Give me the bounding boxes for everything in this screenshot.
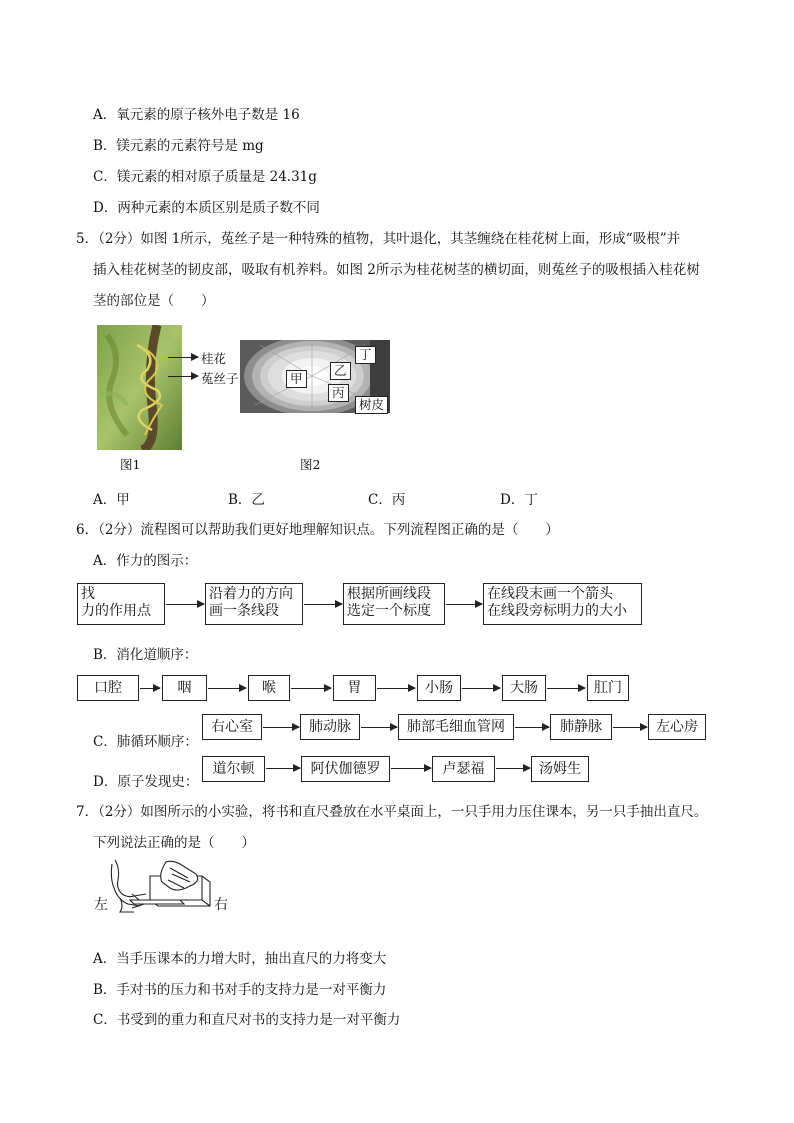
q5-stem-line-1: 5．（2分）如图 1所示，菟丝子是一种特殊的植物，其叶退化，其茎缠绕在桂花树上面，形成“吸根”并 — [76, 231, 681, 247]
q6-option-b-label: B．消化道顺序： — [93, 647, 198, 663]
flow-c-arrow — [613, 727, 647, 728]
q4-option-a: A．氧元素的原子核外电子数是 16 — [93, 107, 300, 123]
flow-b-box-5: 小肠 — [417, 675, 461, 701]
flow-a-box-4 — [483, 583, 642, 625]
flow-c-box-5: 左心房 — [648, 714, 706, 740]
flow-a-box-4-line-1: 在线段末画一个箭头 — [487, 586, 613, 602]
flow-a-box-1 — [77, 583, 165, 625]
q6-stem: 6．（2分）流程图可以帮助我们更好地理解知识点。下列流程图正确的是（ ） — [76, 522, 559, 538]
flow-b-arrow — [462, 688, 500, 689]
flow-c-box-1: 右心室 — [202, 714, 262, 740]
flow-b-box-4: 胃 — [333, 675, 376, 701]
figure-2-label-bing: 丙 — [328, 384, 349, 402]
flow-b-box-7: 肛门 — [587, 675, 629, 701]
q6-option-a-label: A．作力的图示： — [93, 553, 198, 569]
q5-option-a: A．甲 — [93, 492, 130, 508]
flow-d-box-1: 道尔顿 — [202, 756, 265, 782]
flow-a-box-3-line-1: 根据所画线段 — [347, 586, 431, 602]
flow-c-arrow — [515, 727, 549, 728]
figure-1-pointer-line — [168, 357, 198, 358]
q4-option-c: C．镁元素的相对原子质量是 24.31g — [93, 169, 317, 185]
q7-option-a: A．当手压课本的力增大时，抽出直尺的力将变大 — [93, 951, 387, 967]
flow-b-arrow — [291, 688, 331, 689]
flow-a-box-2-line-1: 沿着力的方向 — [209, 586, 293, 602]
figure-2-label-jia: 甲 — [286, 370, 307, 388]
q7-stem-line-2: 下列说法正确的是（ ） — [93, 835, 255, 851]
flow-c-box-3: 肺部毛细血管网 — [398, 714, 514, 740]
flow-d-box-2: 阿伏伽德罗 — [301, 756, 390, 782]
flow-a-arrow — [304, 604, 342, 605]
q4-option-d: D．两种元素的本质区别是质子数不同 — [93, 200, 320, 216]
figure-1-label-osmanthus: 桂花 — [201, 351, 227, 366]
figure-1-pointer-line — [168, 376, 198, 377]
q5-option-b: B．乙 — [228, 492, 265, 508]
flow-b-arrow — [377, 688, 415, 689]
q7-option-b: B．手对书的压力和书对手的支持力是一对平衡力 — [93, 982, 387, 998]
figure-1-caption: 图1 — [120, 457, 141, 472]
flow-a-box-2 — [205, 583, 303, 625]
flow-a-box-4-line-2: 在线段旁标明力的大小 — [487, 603, 627, 619]
flow-c-box-2: 肺动脉 — [300, 714, 360, 740]
q7-stem-line-1: 7．（2分）如图所示的小实验，将书和直尺叠放在水平桌面上，一只手用力压住课本，另一只手抽出直尺。 — [76, 804, 708, 820]
flow-c-box-4: 肺静脉 — [550, 714, 612, 740]
q5-option-d: D．丁 — [500, 492, 538, 508]
flow-a-box-3 — [343, 583, 445, 625]
flow-b-arrow — [140, 688, 160, 689]
q6-option-d-label: D．原子发现史： — [93, 774, 199, 790]
flow-a-arrow — [446, 604, 482, 605]
flow-b-box-2: 咽 — [162, 675, 207, 701]
figure-book-ruler-hands — [110, 858, 215, 923]
q7-option-c: C．书受到的重力和直尺对书的支持力是一对平衡力 — [93, 1012, 401, 1028]
flow-d-arrow — [266, 768, 300, 769]
flow-c-arrow — [263, 727, 299, 728]
q5-option-c: C．丙 — [368, 492, 406, 508]
flow-a-box-2-line-2: 画一条线段 — [209, 603, 279, 619]
flow-d-box-3: 卢瑟福 — [432, 756, 495, 782]
flow-b-arrow — [547, 688, 585, 689]
flow-b-arrow — [208, 688, 246, 689]
q5-stem-line-2: 插入桂花树茎的韧皮部，吸取有机养料。如图 2所示为桂花树茎的横切面，则菟丝子的吸根插入桂花树 — [93, 262, 700, 278]
flow-b-box-6: 大肠 — [502, 675, 546, 701]
flow-d-arrow — [496, 768, 530, 769]
flow-a-box-1-line-1: 找 — [81, 586, 95, 602]
flow-b-box-1: 口腔 — [77, 675, 139, 701]
figure-2-label-bark: 树皮 — [355, 396, 388, 414]
q5-stem-line-3: 茎的部位是（ ） — [93, 293, 215, 309]
flow-a-arrow — [166, 604, 204, 605]
figure-1-label-dodder: 菟丝子 — [201, 371, 239, 386]
figure-label-right: 右 — [214, 897, 228, 913]
flow-d-arrow — [391, 768, 431, 769]
figure-2-label-ding: 丁 — [355, 346, 376, 364]
figure-2-label-yi: 乙 — [330, 362, 351, 380]
figure-1-photo — [97, 325, 182, 450]
figure-label-left: 左 — [94, 897, 108, 913]
flow-a-box-3-line-2: 选定一个标度 — [347, 603, 431, 619]
flow-b-box-3: 喉 — [248, 675, 290, 701]
q6-option-c-label: C．肺循环顺序： — [93, 734, 198, 750]
flow-d-box-4: 汤姆生 — [531, 756, 589, 782]
figure-2-caption: 图2 — [300, 457, 321, 472]
q4-option-b: B．镁元素的元素符号是 mg — [93, 138, 264, 154]
flow-a-box-1-line-2: 力的作用点 — [81, 603, 151, 619]
flow-c-arrow — [361, 727, 397, 728]
